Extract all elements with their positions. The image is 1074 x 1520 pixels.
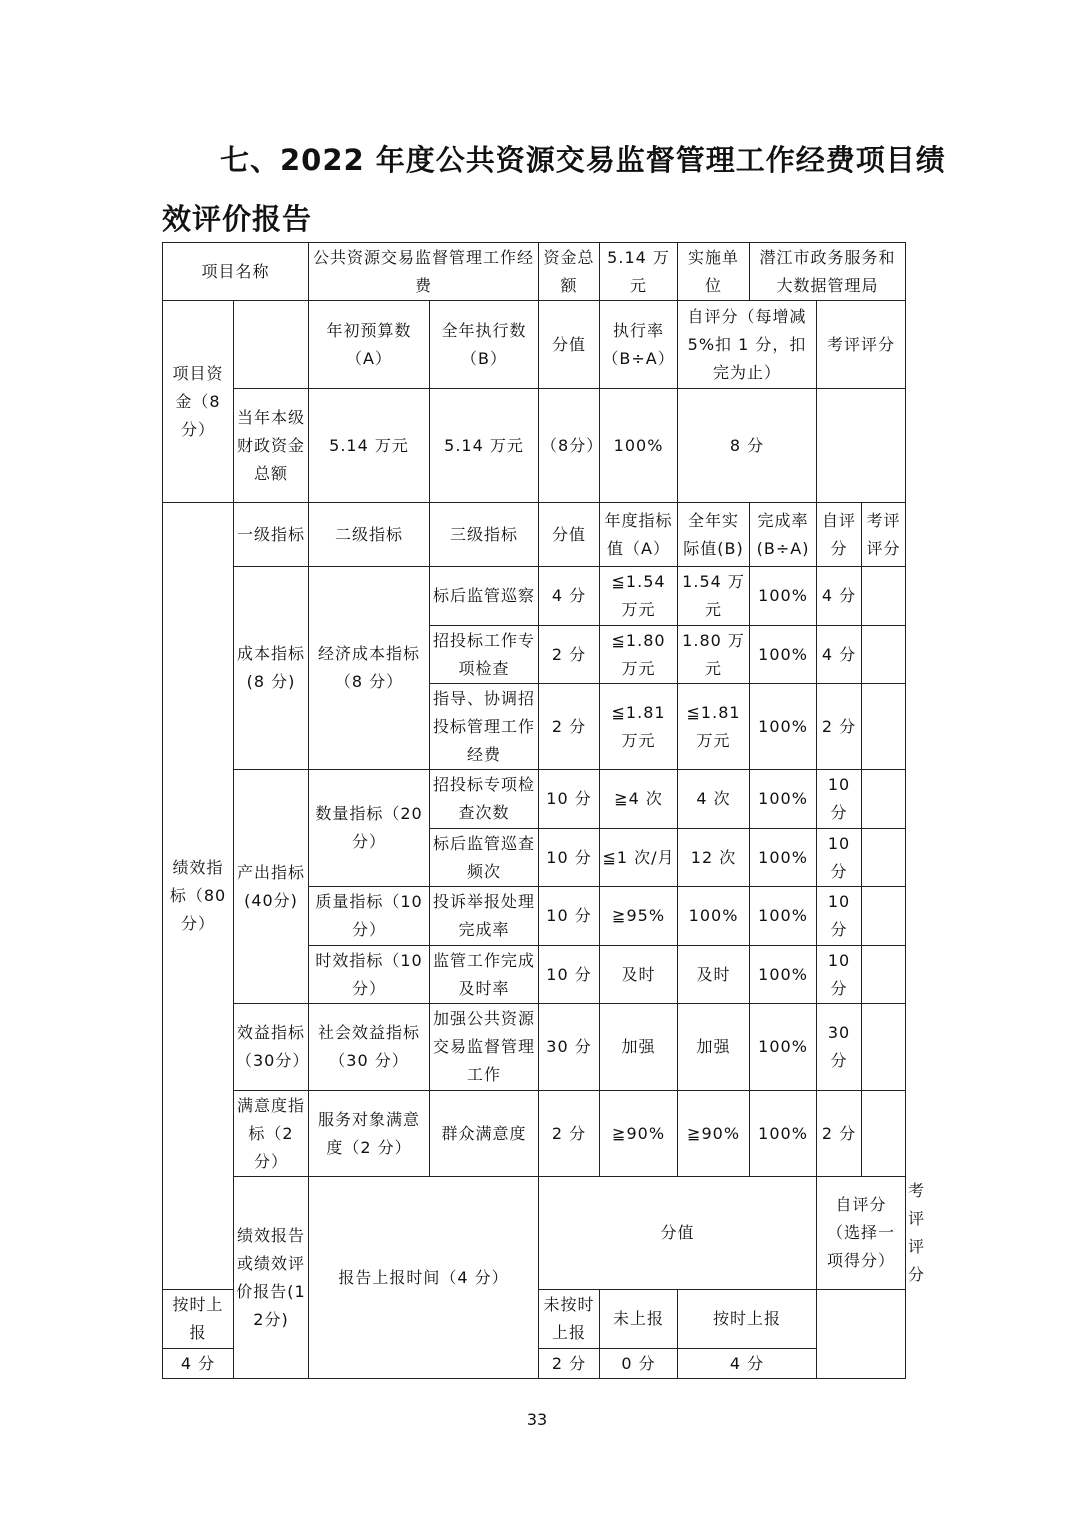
perf-rate: 100% — [750, 770, 817, 829]
fund-col-self: 自评分（每增减5%扣 1 分，扣完为止） — [678, 301, 817, 389]
report-self-pts: 4 分 — [678, 1349, 817, 1379]
perf-review — [862, 626, 906, 684]
perf-row — [163, 567, 906, 626]
perf-h-target: 年度指标值（A） — [600, 503, 678, 567]
perf-score: 10 分 — [539, 770, 600, 829]
project-name-label: 项目名称 — [163, 243, 309, 301]
perf-rate: 100% — [750, 567, 817, 626]
qty-level2: 数量指标（20 分） — [309, 770, 430, 887]
fund-col-exec: 全年执行数（B） — [430, 301, 539, 389]
perf-h-level3: 三级指标 — [430, 503, 539, 567]
fund-self: 8 分 — [678, 389, 817, 503]
perf-row — [163, 1004, 906, 1091]
perf-rate: 100% — [750, 946, 817, 1004]
report-opt-ontime: 按时上报 — [163, 1290, 234, 1349]
perf-rate: 100% — [750, 684, 817, 770]
page-title-line1: 七、2022 年度公共资源交易监督管理工作经费项目绩 — [220, 143, 946, 177]
perf-self: 10 分 — [817, 946, 862, 1004]
total-fund-label: 资金总额 — [539, 243, 600, 301]
fund-col-rate: 执行率（B÷A） — [600, 301, 678, 389]
perf-h-review: 考评评分 — [862, 503, 906, 567]
perf-review — [862, 1004, 906, 1091]
perf-self: 10 分 — [817, 829, 862, 887]
perf-l3: 指导、协调招投标管理工作经费 — [430, 684, 539, 770]
perf-target: ≧95% — [600, 887, 678, 946]
page-number: 33 — [526, 1410, 548, 1429]
perf-header-row — [163, 503, 906, 567]
perf-l3: 标后监管巡查频次 — [430, 829, 539, 887]
perf-score: 2 分 — [539, 626, 600, 684]
perf-score: 10 分 — [539, 829, 600, 887]
report-score-label: 分值 — [539, 1177, 817, 1290]
perf-l3: 监管工作完成及时率 — [430, 946, 539, 1004]
perf-target: ≦1.80 万元 — [600, 626, 678, 684]
fund-exec: 5.14 万元 — [430, 389, 539, 503]
time-level2: 时效指标（10分） — [309, 946, 430, 1004]
perf-target: ≦1.81 万元 — [600, 684, 678, 770]
report-pts-ontime: 4 分 — [163, 1349, 234, 1379]
perf-actual: 及时 — [678, 946, 750, 1004]
fund-col-score: 分值 — [539, 301, 600, 389]
perf-l3: 加强公共资源交易监督管理工作 — [430, 1004, 539, 1091]
benefit-level2: 社会效益指标（30 分） — [309, 1004, 430, 1091]
perf-actual: 加强 — [678, 1004, 750, 1091]
perf-self: 10 分 — [817, 770, 862, 829]
perf-self: 2 分 — [817, 684, 862, 770]
perf-rate: 100% — [750, 1091, 817, 1177]
perf-actual: 1.80 万元 — [678, 626, 750, 684]
report-self-label: 自评分（选择一项得分） — [817, 1177, 906, 1290]
perf-score: 30 分 — [539, 1004, 600, 1091]
perf-l3: 投诉举报处理完成率 — [430, 887, 539, 946]
fund-section-label: 项目资金（8分） — [163, 301, 234, 503]
fund-row-label: 当年本级财政资金总额 — [234, 389, 309, 503]
perf-h-actual: 全年实际值(B) — [678, 503, 750, 567]
page-title-line2: 效评价报告 — [162, 202, 313, 236]
satisfaction-level1: 满意度指标（2分） — [234, 1091, 309, 1177]
perf-actual: 4 次 — [678, 770, 750, 829]
fund-data-row — [163, 389, 906, 503]
fund-header-row — [163, 301, 906, 389]
perf-self: 4 分 — [817, 626, 862, 684]
perf-review — [862, 829, 906, 887]
report-opt-none: 未上报 — [600, 1290, 678, 1349]
perf-row — [163, 770, 906, 829]
perf-rate: 100% — [750, 1004, 817, 1091]
perf-review — [862, 567, 906, 626]
perf-score: 10 分 — [539, 946, 600, 1004]
perf-actual: 1.54 万元 — [678, 567, 750, 626]
perf-review — [862, 684, 906, 770]
perf-score: 2 分 — [539, 684, 600, 770]
perf-actual: 100% — [678, 887, 750, 946]
perf-h-level2: 二级指标 — [309, 503, 430, 567]
performance-report-table — [162, 242, 926, 1379]
report-pts-none: 0 分 — [600, 1349, 678, 1379]
perf-l3: 招投标专项检查次数 — [430, 770, 539, 829]
perf-actual: 12 次 — [678, 829, 750, 887]
report-opt-late: 未按时上报 — [539, 1290, 600, 1349]
perf-l3: 标后监管巡察 — [430, 567, 539, 626]
quality-level2: 质量指标（10分） — [309, 887, 430, 946]
perf-review — [862, 1091, 906, 1177]
perf-target: ≦1.54 万元 — [600, 567, 678, 626]
fund-col-review: 考评评分 — [817, 301, 906, 389]
perf-rate: 100% — [750, 626, 817, 684]
fund-col-budget: 年初预算数（A） — [309, 301, 430, 389]
cost-level2: 经济成本指标（8 分） — [309, 567, 430, 770]
fund-score: （8分） — [539, 389, 600, 503]
unit-value: 潜江市政务服务和大数据管理局 — [750, 243, 906, 301]
perf-review — [862, 770, 906, 829]
perf-target: 及时 — [600, 946, 678, 1004]
perf-h-rate: 完成率(B÷A) — [750, 503, 817, 567]
perf-actual: ≧90% — [678, 1091, 750, 1177]
perf-l3: 群众满意度 — [430, 1091, 539, 1177]
perf-actual: ≦1.81万元 — [678, 684, 750, 770]
perf-rate: 100% — [750, 887, 817, 946]
perf-score: 4 分 — [539, 567, 600, 626]
cost-level1: 成本指标(8 分) — [234, 567, 309, 770]
perf-score: 2 分 — [539, 1091, 600, 1177]
perf-self: 2 分 — [817, 1091, 862, 1177]
report-review-value — [817, 1290, 906, 1379]
perf-self: 10 分 — [817, 887, 862, 946]
perf-row — [163, 1091, 906, 1177]
output-level1: 产出指标(40分) — [234, 770, 309, 1004]
perf-rate: 100% — [750, 829, 817, 887]
report-section-label: 绩效报告或绩效评价报告(12分) — [234, 1177, 309, 1379]
fund-review — [817, 389, 906, 503]
perf-target: ≦1 次/月 — [600, 829, 678, 887]
fund-blank-cell — [234, 301, 309, 389]
perf-h-level1: 一级指标 — [234, 503, 309, 567]
perf-self: 30 分 — [817, 1004, 862, 1091]
perf-section-label: 绩效指标（80分） — [163, 503, 234, 1290]
perf-review — [862, 887, 906, 946]
fund-rate: 100% — [600, 389, 678, 503]
report-header-row: 绩效报告或绩效评价报告(12分) 报告上报时间（4 分） 分值 自评分（选择一项得分） 考评评分 — [163, 1177, 906, 1290]
perf-score: 10 分 — [539, 887, 600, 946]
perf-target: 加强 — [600, 1004, 678, 1091]
project-header-row — [163, 243, 906, 301]
perf-review — [862, 946, 906, 1004]
benefit-level1: 效益指标（30分） — [234, 1004, 309, 1091]
perf-l3: 招投标工作专项检查 — [430, 626, 539, 684]
fund-budget: 5.14 万元 — [309, 389, 430, 503]
project-name-value: 公共资源交易监督管理工作经费 — [309, 243, 539, 301]
perf-h-self: 自评分 — [817, 503, 862, 567]
perf-target: ≧90% — [600, 1091, 678, 1177]
report-item-label: 报告上报时间（4 分） — [309, 1177, 539, 1379]
perf-h-score: 分值 — [539, 503, 600, 567]
unit-label: 实施单位 — [678, 243, 750, 301]
perf-self: 4 分 — [817, 567, 862, 626]
total-fund-value: 5.14 万元 — [600, 243, 678, 301]
report-pts-late: 2 分 — [539, 1349, 600, 1379]
perf-target: ≧4 次 — [600, 770, 678, 829]
satisfaction-level2: 服务对象满意度（2 分） — [309, 1091, 430, 1177]
report-self-choice: 按时上报 — [678, 1290, 817, 1349]
